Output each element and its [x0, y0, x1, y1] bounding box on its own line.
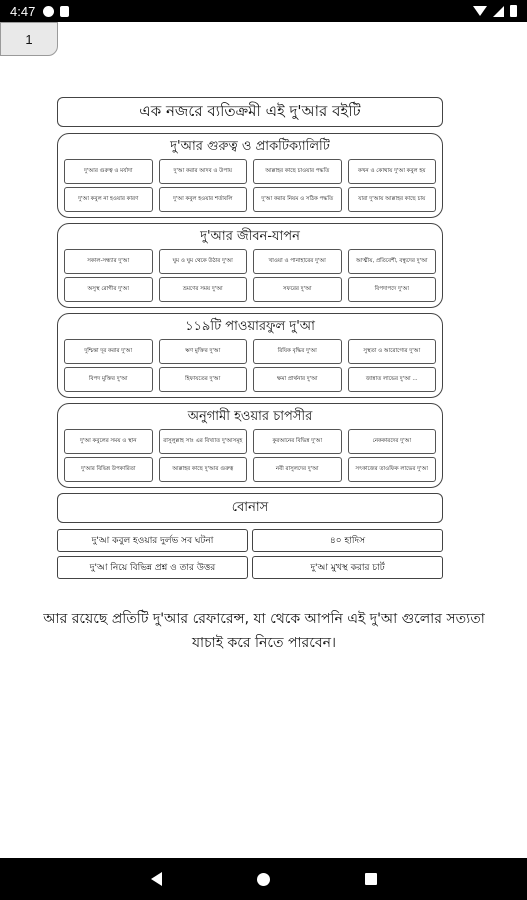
bonus-item: দু'আ কবুল হওয়ার দুর্লভ সব ঘটনা: [57, 529, 248, 552]
topic-chip: দু'আ কবুল হওয়ার শর্তাবলি: [159, 187, 248, 212]
topic-chip: নেককারদের দু'আ: [348, 429, 437, 454]
wifi-icon: [473, 6, 487, 16]
topic-chip: কখন ও কোথায় দু'আ কবুল হয়: [348, 159, 437, 184]
section-grid: [64, 429, 436, 482]
topic-chip: নবী রাসুলদের দু'আ: [253, 457, 342, 482]
section-grid: [64, 339, 436, 392]
section-grid: [64, 159, 436, 212]
section-box: [57, 313, 443, 398]
page-number-tab[interactable]: 1: [0, 22, 58, 56]
sections-container: [57, 133, 443, 488]
section-title: অনুগামী হওয়ার চাপসীর: [187, 409, 313, 424]
topic-chip: ভ্রমণের সময় দু'আ: [159, 277, 248, 302]
topic-chip: খাওয়া ও পানাহারের দু'আ: [253, 249, 342, 274]
topic-chip: দু'আর বিভিন্ন উপকারিতা: [64, 457, 153, 482]
book-title: এক নজরে ব্যতিক্রমী এই দু'আর বইটি: [57, 97, 443, 127]
battery-icon: [510, 5, 517, 17]
topic-chip: সুস্থতা ও আরোগ্যের দু'আ: [348, 339, 437, 364]
status-time: 4:47: [10, 3, 36, 19]
bonus-item: ৪০ হাদিস: [252, 529, 443, 552]
topic-chip: বিপদ মুক্তির দু'আ: [64, 367, 153, 392]
recent-apps-button[interactable]: [365, 873, 377, 885]
topic-chip: ক্ষমা প্রার্থনার দু'আ: [253, 367, 342, 392]
topic-chip: দু'আ কবুল না হওয়ার কারণ: [64, 187, 153, 212]
reference-note: আর রয়েছে প্রতিটি দু'আর রেফারেন্স, যা থেকে আপনি এই দু'আ গুলোর সত্যতা যাচাই করে নিতে পারবেন।: [43, 611, 485, 651]
topic-chip: সফরের দু'আ: [253, 277, 342, 302]
section-box: [57, 403, 443, 488]
topic-chip: রাসুলুল্লাহ সাঃ এর বিখ্যাত দু'আসমূহ: [159, 429, 248, 454]
home-button[interactable]: [257, 873, 270, 886]
section-box: [57, 223, 443, 308]
topic-chip: বিপদাপদে দু'আ: [348, 277, 437, 302]
topic-chip: দু'আ করার নিয়ম ও সঠিক পদ্ধতি: [253, 187, 342, 212]
topic-chip: কুরআনের বিভিন্ন দু'আ: [253, 429, 342, 454]
topic-chip: সৎকাজের তাওফিক লাভের দু'আ: [348, 457, 437, 482]
topic-chip: সকাল-সন্ধ্যার দু'আ: [64, 249, 153, 274]
topic-chip: দুশ্চিন্তা দূর করার দু'আ: [64, 339, 153, 364]
bonus-title: বোনাস: [57, 493, 443, 523]
sd-card-icon: [60, 6, 69, 17]
topic-chip: যারা দু'আয় আল্লাহর কাছে চায়: [348, 187, 437, 212]
bonus-row: [57, 556, 443, 579]
topic-chip: দু'আ করার আদব ও উপায়: [159, 159, 248, 184]
section-grid: [64, 249, 436, 302]
section-title: দু'আর গুরুত্ব ও প্রাকটিক্যালিটি: [170, 139, 330, 154]
notification-icon: [43, 6, 54, 17]
section-title: ১১৯টি পাওয়ারফুল দু'আ: [185, 319, 315, 334]
bonus-item: দু'আ মুখস্থ করার চার্ট: [252, 556, 443, 579]
book-overview: [57, 97, 443, 583]
topic-chip: অসুস্থ রোগীর দু'আ: [64, 277, 153, 302]
bonus-item: দু'আ নিয়ে বিভিন্ন প্রশ্ন ও তার উত্তর: [57, 556, 248, 579]
topic-chip: আল্লাহর কাছে চাওয়ার পদ্ধতি: [253, 159, 342, 184]
topic-chip: দু'আর গুরুত্ব ও মর্যাদা: [64, 159, 153, 184]
navigation-bar: [0, 858, 527, 900]
topic-chip: আল্লাহর কাছে দু'আর গুরুত্ব: [159, 457, 248, 482]
status-bar: [0, 0, 527, 22]
topic-chip: ঘুম ও ঘুম থেকে উঠার দু'আ: [159, 249, 248, 274]
topic-chip: জান্নাত লাভের দু'আ ...: [348, 367, 437, 392]
topic-chip: ঋণ মুক্তির দু'আ: [159, 339, 248, 364]
section-title: দু'আর জীবন-যাপন: [200, 229, 300, 244]
topic-chip: আত্মীয়, প্রতিবেশী, বন্ধুদের দু'আ: [348, 249, 437, 274]
signal-icon: [493, 6, 504, 17]
topic-chip: হিফাযতের দু'আ: [159, 367, 248, 392]
topic-chip: দু'আ কবুলের সময় ও স্থান: [64, 429, 153, 454]
topic-chip: রিযিক বৃদ্ধির দু'আ: [253, 339, 342, 364]
back-button[interactable]: [151, 872, 162, 886]
section-box: [57, 133, 443, 218]
bonus-row: [57, 529, 443, 552]
